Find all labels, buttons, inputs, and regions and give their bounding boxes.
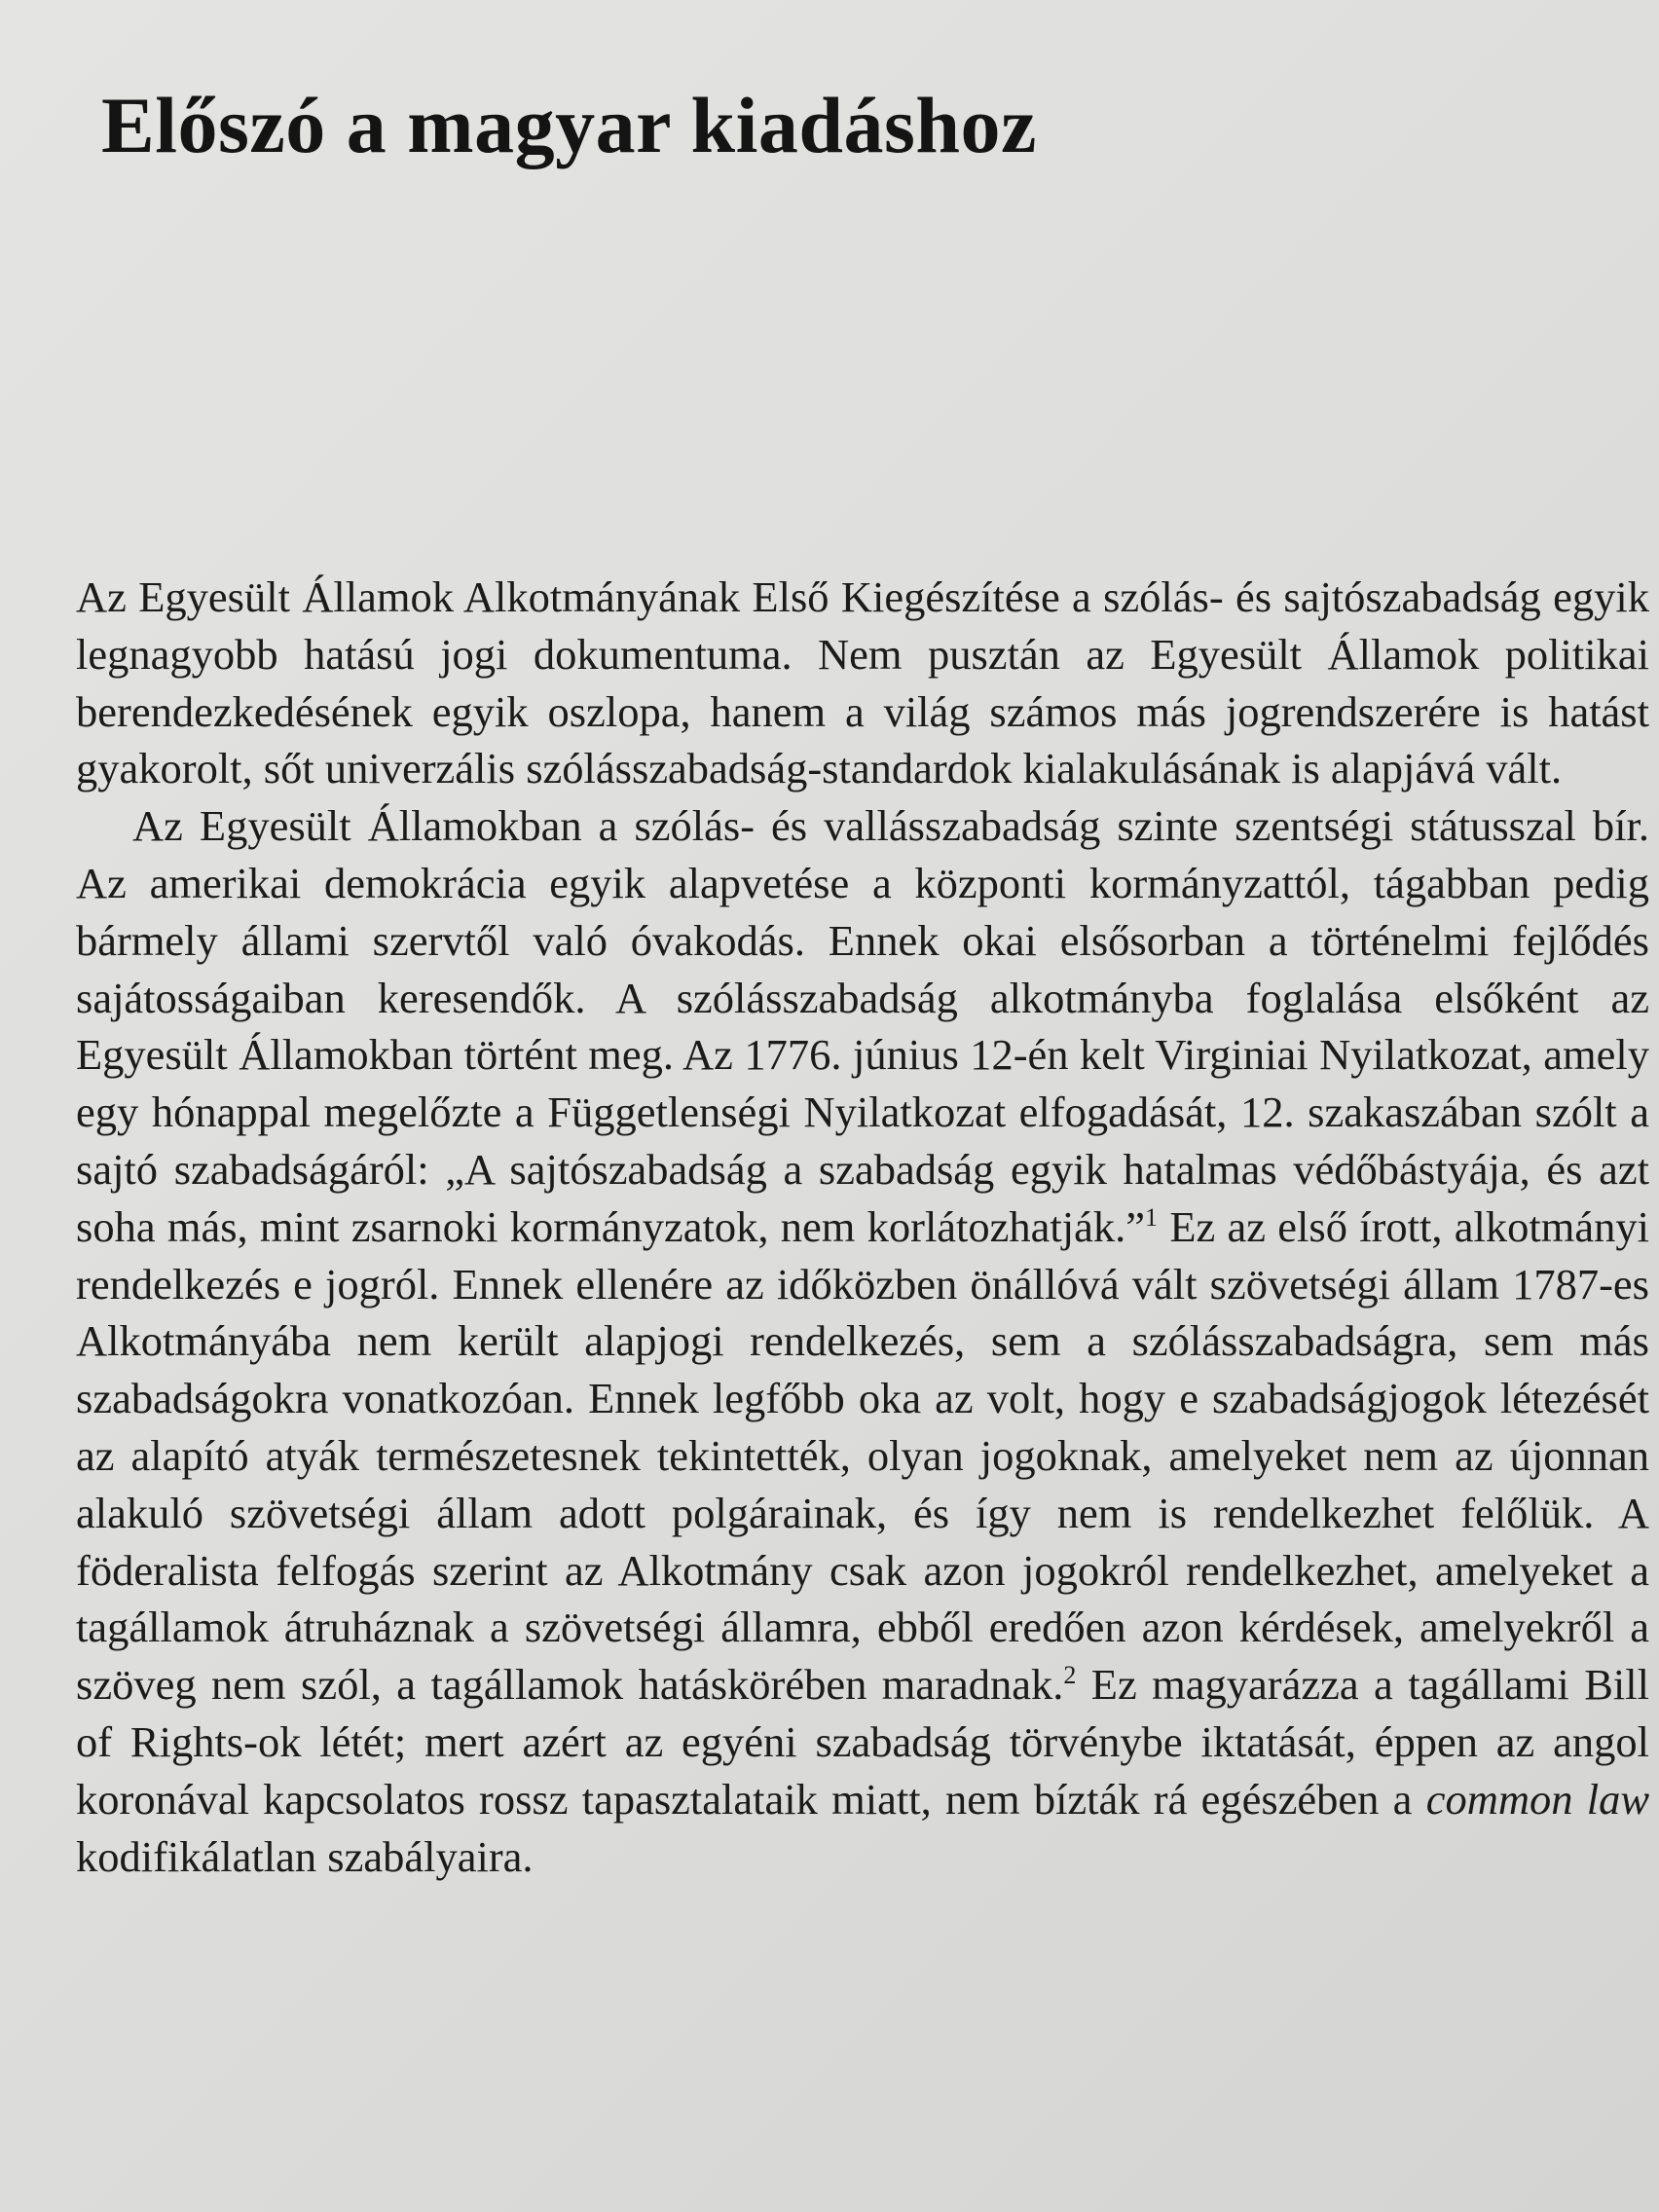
paragraph-2-part-3: Ez magyarázza a tagállami Bill of Rights-ok létét; mert azért az egyéni szabadság törvénybe iktatását, éppen az angol koronával kapcsolatos rossz tapasztalataik miatt, nem bízták rá egészében a (76, 1660, 1649, 1824)
page-title: Előszó a magyar kiadáshoz (101, 81, 1037, 169)
paragraph-2-part-4: kodifikálatlan szabályaira. (76, 1831, 534, 1881)
paragraph-2-part-2: Ez az első írott, alkotmányi rendelkezés e jogról. Ennek ellenére az időközben önállóvá vált szövetségi állam 1787-es Alkotmányába nem került alapjogi rendelkezés, sem a szólásszabadságra, sem más szabadságokra vonatkozóan. Ennek legfőbb oka az volt, hogy e szabadságjogok létezését az alapító atyák természetesnek tekintették, olyan jogoknak, amelyeket nem az újonnan alakuló szövetségi állam adott polgárainak, és így nem is rendelkezhet felőlük. A föderalista felfogás szerint az Alkotmány csak azon jogokról rendelkezhet, amelyeket a tagállamok átruháznak a szövetségi államra, ebből eredően azon kérdések, amelyekről a szöveg nem szól, a tagállamok hatáskörében maradnak. (76, 1201, 1650, 1710)
footnote-ref-1: 1 (1145, 1202, 1159, 1232)
paragraph-2-part-1: Az Egyesült Államokban a szólás- és vallásszabadság szinte szentségi státusszal bír. Az amerikai demokrácia egyik alapvetése a központi kormányzattól, tágabban pedig bármely állami szervtől való óvakodás. Ennek okai elsősorban a történelmi fejlődés sajátosságaiban keresendők. A szólásszabadság alkotmányba foglalása elsőként az Egyesült Államokban történt meg. Az 1776. június 12-én kelt Virginiai Nyilatkozat, amely egy hónappal megelőzte a Függetlenségi Nyilatkozat elfogadását, 12. szakaszában szólt a sajtó szabadságáról: „A sajtószabadság a szabadság egyik hatalmas védőbástyája, és azt soha más, mint zsarnoki kormányzatok, nem korlátozhatják.” (76, 801, 1649, 1251)
italic-term: common law (1425, 1774, 1650, 1824)
footnote-ref-2: 2 (1063, 1661, 1077, 1690)
paragraph-1: Az Egyesült Államok Alkotmányának Első Kiegészítése a szólás- és sajtószabadság egyik legnagyobb hatású jogi dokumentuma. Nem pusztán az Egyesült Államok politikai berendezkedésének egyik oszlopa, hanem a világ számos más jogrendszerére is hatást gyakorolt, sőt univerzális szólásszabadság-standardok kialakulásának is alapjává vált. (76, 572, 1649, 793)
paragraph-2 (76, 797, 1649, 1885)
body-text (76, 569, 1649, 1885)
